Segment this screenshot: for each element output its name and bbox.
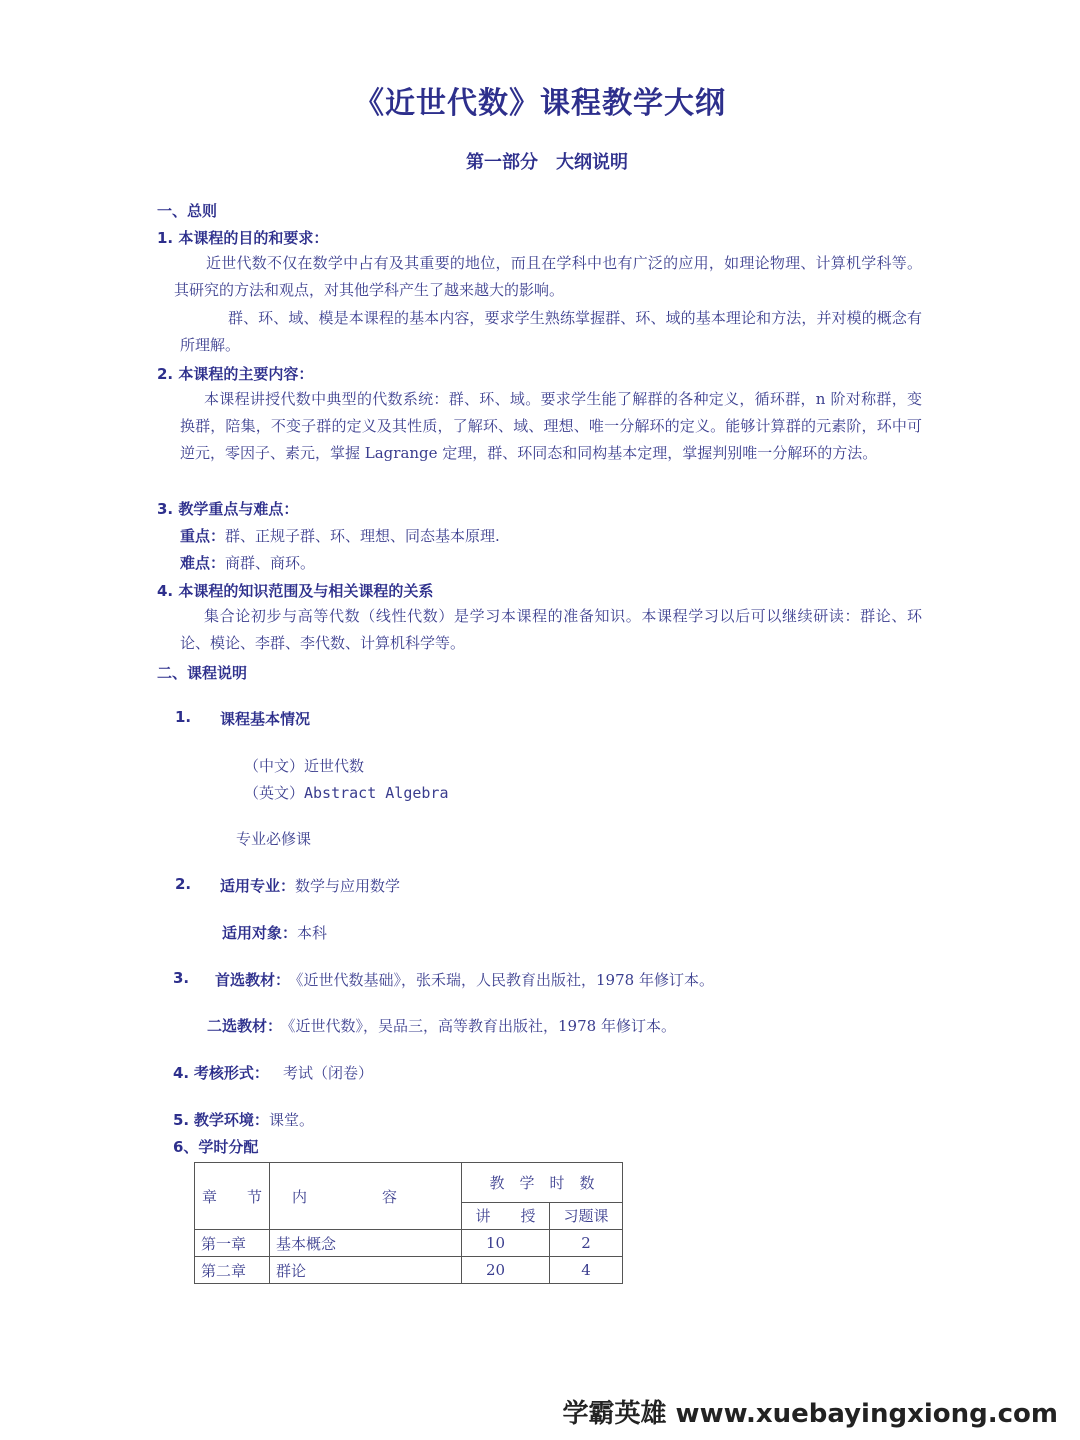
applicable-major-text: 数学与应用数学 (295, 877, 401, 895)
s2-item4-number: 4. (173, 1064, 190, 1082)
header-hours: 教 学 时 数 (462, 1163, 623, 1203)
applicable-target-text: 本科 (297, 924, 328, 942)
hours-table (194, 1162, 623, 1284)
first-textbook (215, 969, 714, 990)
key-points-label: 重点： (180, 527, 226, 545)
applicable-target (222, 922, 327, 943)
item1-paragraph-2: 群、环、域、模是本课程的基本内容，要求学生熟练掌握群、环、域的基本理论和方法，并对模的概念有所理解。 (180, 309, 922, 354)
cell-content: 基本概念 (270, 1230, 462, 1257)
s2-item5-number: 5. (173, 1111, 190, 1129)
course-name-cn: （中文）近世代数 (244, 757, 365, 775)
assessment-label: 考核形式： (193, 1064, 269, 1082)
applicable-major-label: 适用专业： (220, 877, 296, 895)
cell-content: 群论 (270, 1257, 462, 1284)
teaching-environment-label: 教学环境： (193, 1111, 269, 1129)
second-textbook-label: 二选教材： (207, 1017, 283, 1035)
s2-item1-heading: 课程基本情况 (220, 710, 311, 728)
applicable-target-label: 适用对象： (222, 924, 298, 942)
item4-heading: 4. 本课程的知识范围及与相关课程的关系 (157, 582, 434, 600)
item4-paragraph: 集合论初步与高等代数（线性代数）是学习本课程的准备知识。本课程学习以后可以继续研读：群论、环论、模论、李群、李代数、计算机科学等。 (180, 607, 922, 652)
item2-heading: 2. 本课程的主要内容： (157, 365, 314, 383)
difficult-points (180, 552, 315, 573)
key-points-text: 群、正规子群、环、理想、同态基本原理. (225, 527, 500, 545)
part-title: 第一部分 大纲说明 (466, 152, 628, 173)
item2-paragraph: 本课程讲授代数中典型的代数系统：群、环、域。要求学生能了解群的各种定义，循环群，n 阶对称群，变换群，陪集，不变子群的定义及其性质，了解环、域、理想、唯一分解环的定义。能够计算群的元素阶，环中可逆元，零因子、素元，掌握 Lagrange 定理，群、环同态和同构基本定理，掌握判别唯一分解环的方法。 (180, 390, 922, 462)
item1-heading: 1. 本课程的目的和要求： (157, 229, 329, 247)
cell-chapter: 第一章 (195, 1230, 270, 1257)
cell-lecture: 20 (462, 1257, 550, 1284)
second-textbook-text: 《近世代数》，吴品三，高等教育出版社，1978 年修订本。 (288, 1017, 676, 1035)
watermark: 学霸英雄 www.xuebayingxiong.com (562, 1399, 1058, 1429)
difficult-points-text: 商群、商环。 (225, 554, 316, 572)
difficult-points-label: 难点： (180, 554, 226, 572)
s2-item3-number: 3. (173, 969, 190, 987)
table-row (195, 1230, 623, 1257)
header-content: 内 容 (270, 1163, 462, 1230)
header-lecture: 讲 授 (462, 1202, 550, 1229)
table-header-row (195, 1163, 623, 1203)
first-textbook-label: 首选教材： (215, 971, 291, 989)
section-heading-course: 二、课程说明 (157, 664, 248, 682)
course-name-en: （英文）Abstract Algebra (244, 784, 449, 802)
page-title: 《近世代数》课程教学大纲 (354, 86, 726, 121)
first-textbook-text: 《近世代数基础》，张禾瑞，人民教育出版社，1978 年修订本。 (296, 971, 714, 989)
cell-chapter: 第二章 (195, 1257, 270, 1284)
applicable-major (220, 875, 400, 896)
s2-item6-heading: 6、学时分配 (173, 1138, 259, 1156)
item3-heading: 3. 教学重点与难点： (157, 500, 299, 518)
table-row (195, 1257, 623, 1284)
key-points (180, 525, 500, 546)
teaching-environment (173, 1109, 314, 1130)
item1-paragraph-1: 近世代数不仅在数学中占有及其重要的地位，而且在学科中也有广泛的应用，如理论物理、计算机学科等。其研究的方法和观点，对其他学科产生了越来越大的影响。 (174, 254, 922, 299)
second-textbook (207, 1015, 676, 1036)
cell-lecture: 10 (462, 1230, 550, 1257)
course-type: 专业必修课 (236, 830, 312, 848)
assessment-text: 考试（闭卷） (282, 1064, 373, 1082)
cell-exercise: 4 (550, 1257, 623, 1284)
s2-item2-number: 2. (175, 875, 192, 893)
cell-exercise: 2 (550, 1230, 623, 1257)
section-heading-general: 一、总则 (157, 202, 218, 220)
header-exercise: 习题课 (550, 1202, 623, 1229)
assessment (173, 1062, 373, 1083)
header-chapter: 章 节 (195, 1163, 270, 1230)
s2-item1-number: 1. (175, 708, 192, 726)
teaching-environment-text: 课堂。 (268, 1111, 314, 1129)
